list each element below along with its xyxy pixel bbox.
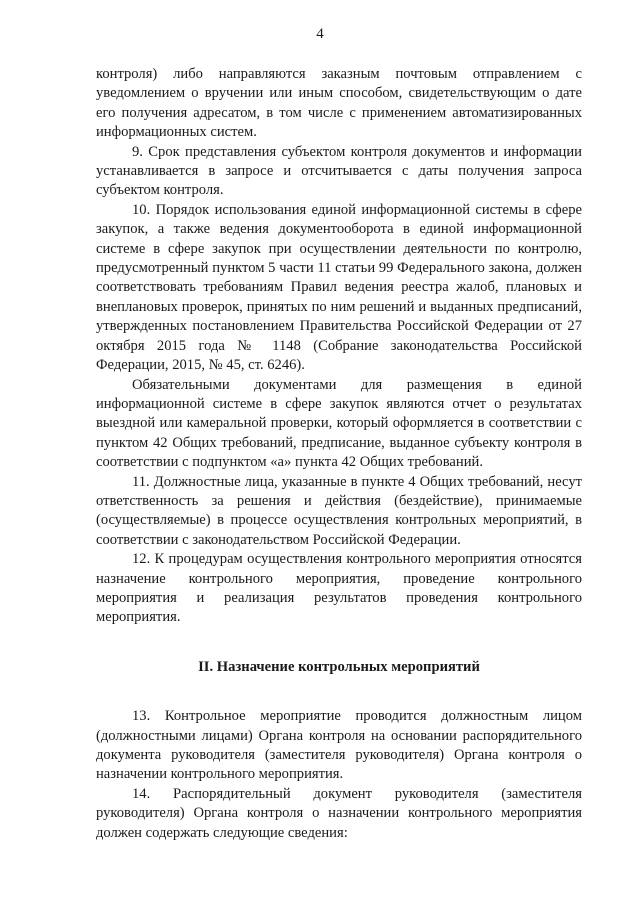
paragraph-14: 14. Распорядительный документ руководителя (заместителя руководителя) Органа контроля о назначении контрольного мероприятия должен содержать следующие сведения: [96,785,582,841]
document-body [96,65,582,843]
paragraph-9: 9. Срок представления субъектом контроля документов и информации устанавливается в запросе и отсчитывается с даты получения запроса субъектом контроля. [96,143,582,199]
paragraph-10: 10. Порядок использования единой информационной системы в сфере закупок, а также ведения документооборота в единой информационной системе в сфере закупок при осуществлении деятельности по контролю, предусмотренный пунктом 5 части 11 статьи 99 Федерального закона, должен соответствовать требованиям Правил ведения реестра жалоб, плановых и внеплановых проверок, принятых по ним решений и выданных предписаний, утвержденных постановлением Правительства Российской Федерации от 27 октября 2015 года № 1148 (Собрание законодательства Российской Федерации, 2015, № 45, ст. 6246). [96,201,582,374]
section-heading: II. Назначение контрольных мероприятий [198,658,480,675]
paragraph-continuation: контроля) либо направляются заказным почтовым отправлением с уведомлением о вручении или иным способом, свидетельствующим о дате его получения адресатом, в том числе с применением автоматизированных информационных систем. [96,66,582,141]
paragraph-11: 11. Должностные лица, указанные в пункте 4 Общих требований, несут ответственность за решения и действия (бездействие), принимаемые (осуществляемые) в процессе осуществления контрольных мероприятий, в соответствии с законодательством Российской Федерации. [96,473,582,548]
page-number: 4 [316,26,324,42]
paragraph-10-documents: Обязательными документами для размещения в единой информационной системе в сфере закупок являются отчет о результатах выездной или камеральной проверки, который оформляется в соответствии с пунктом 42 Общих требований, предписание, выданное субъекту контроля в соответствии с подпунктом «а» пункта 42 Общих требований. [96,376,582,471]
paragraph-12: 12. К процедурам осуществления контрольного мероприятия относятся назначение контрольного мероприятия, проведение контрольного мероприятия и реализация результатов проведения контрольного мероприятия. [96,551,582,626]
paragraph-13: 13. Контрольное мероприятие проводится должностным лицом (должностными лицами) Органа контроля на основании распорядительного документа руководителя (заместителя руководителя) Органа контроля о назначении контрольного мероприятия. [96,708,582,783]
